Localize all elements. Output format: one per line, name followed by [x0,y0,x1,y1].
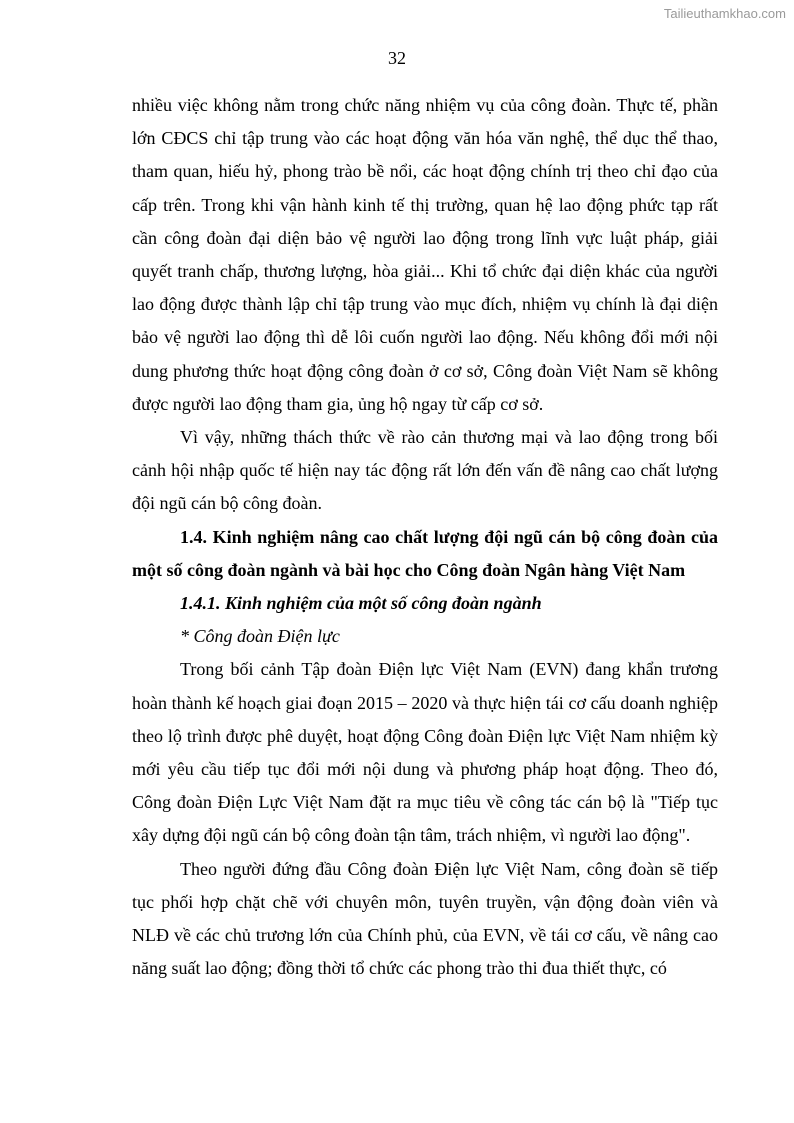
document-body [132,89,718,985]
paragraph-continuation: nhiều việc không nằm trong chức năng nhiệm vụ của công đoàn. Thực tế, phần lớn CĐCS chỉ tập trung vào các hoạt động văn hóa văn nghệ, thể dục thể thao, tham quan, hiếu hỷ, phong trào bề nổi, các hoạt động chính trị theo chỉ đạo của cấp trên. Trong khi vận hành kinh tế thị trường, quan hệ lao động phức tạp rất cần công đoàn đại diện bảo vệ người lao động trong lĩnh vực luật pháp, giải quyết tranh chấp, thương lượng, hòa giải... Khi tổ chức đại diện khác của người lao động được thành lập chỉ tập trung vào mục đích, nhiệm vụ chính là đại diện bảo vệ người lao động thì dễ lôi cuốn người lao động. Nếu không đổi mới nội dung phương thức hoạt động công đoàn ở cơ sở, Công đoàn Việt Nam sẽ không được người lao động tham gia, ủng hộ ngay từ cấp cơ sở. [132,95,718,414]
section-heading-1-4-1: 1.4.1. Kinh nghiệm của một số công đoàn ngành [180,593,542,614]
paragraph-evn-context: Trong bối cảnh Tập đoàn Điện lực Việt Nam (EVN) đang khẩn trương hoàn thành kế hoạch giai đoạn 2015 – 2020 và thực hiện tái cơ cấu doanh nghiệp theo lộ trình được phê duyệt, hoạt động Công đoàn Điện lực Việt Nam nhiệm kỳ mới yêu cầu tiếp tục đổi mới nội dung và phương pháp hoạt động. Theo đó, Công đoàn Điện Lực Việt Nam đặt ra mục tiêu về công tác cán bộ là "Tiếp tục xây dựng đội ngũ cán bộ công đoàn tận tâm, trách nhiệm, vì người lao động". [132,659,718,846]
subsection-label: * Công đoàn Điện lực [180,626,340,647]
paragraph-evn-leader: Theo người đứng đầu Công đoàn Điện lực Việt Nam, công đoàn sẽ tiếp tục phối hợp chặt chẽ với chuyên môn, tuyên truyền, vận động đoàn viên và NLĐ về các chủ trương lớn của Chính phủ, của EVN, về tái cơ cấu, về nâng cao năng suất lao động; đồng thời tổ chức các phong trào thi đua thiết thực, có [132,858,718,979]
section-heading-1-4: 1.4. Kinh nghiệm nâng cao chất lượng đội ngũ cán bộ công đoàn của một số công đoàn ngành và bài học cho Công đoàn Ngân hàng Việt Nam [132,526,718,580]
watermark: Tailieuthamkhao.com [663,6,786,21]
page-number: 32 [388,48,406,68]
paragraph-conclusion: Vì vậy, những thách thức về rào cản thương mại và lao động trong bối cảnh hội nhập quốc tế hiện nay tác động rất lớn đến vấn đề nâng cao chất lượng đội ngũ cán bộ công đoàn. [132,427,718,514]
